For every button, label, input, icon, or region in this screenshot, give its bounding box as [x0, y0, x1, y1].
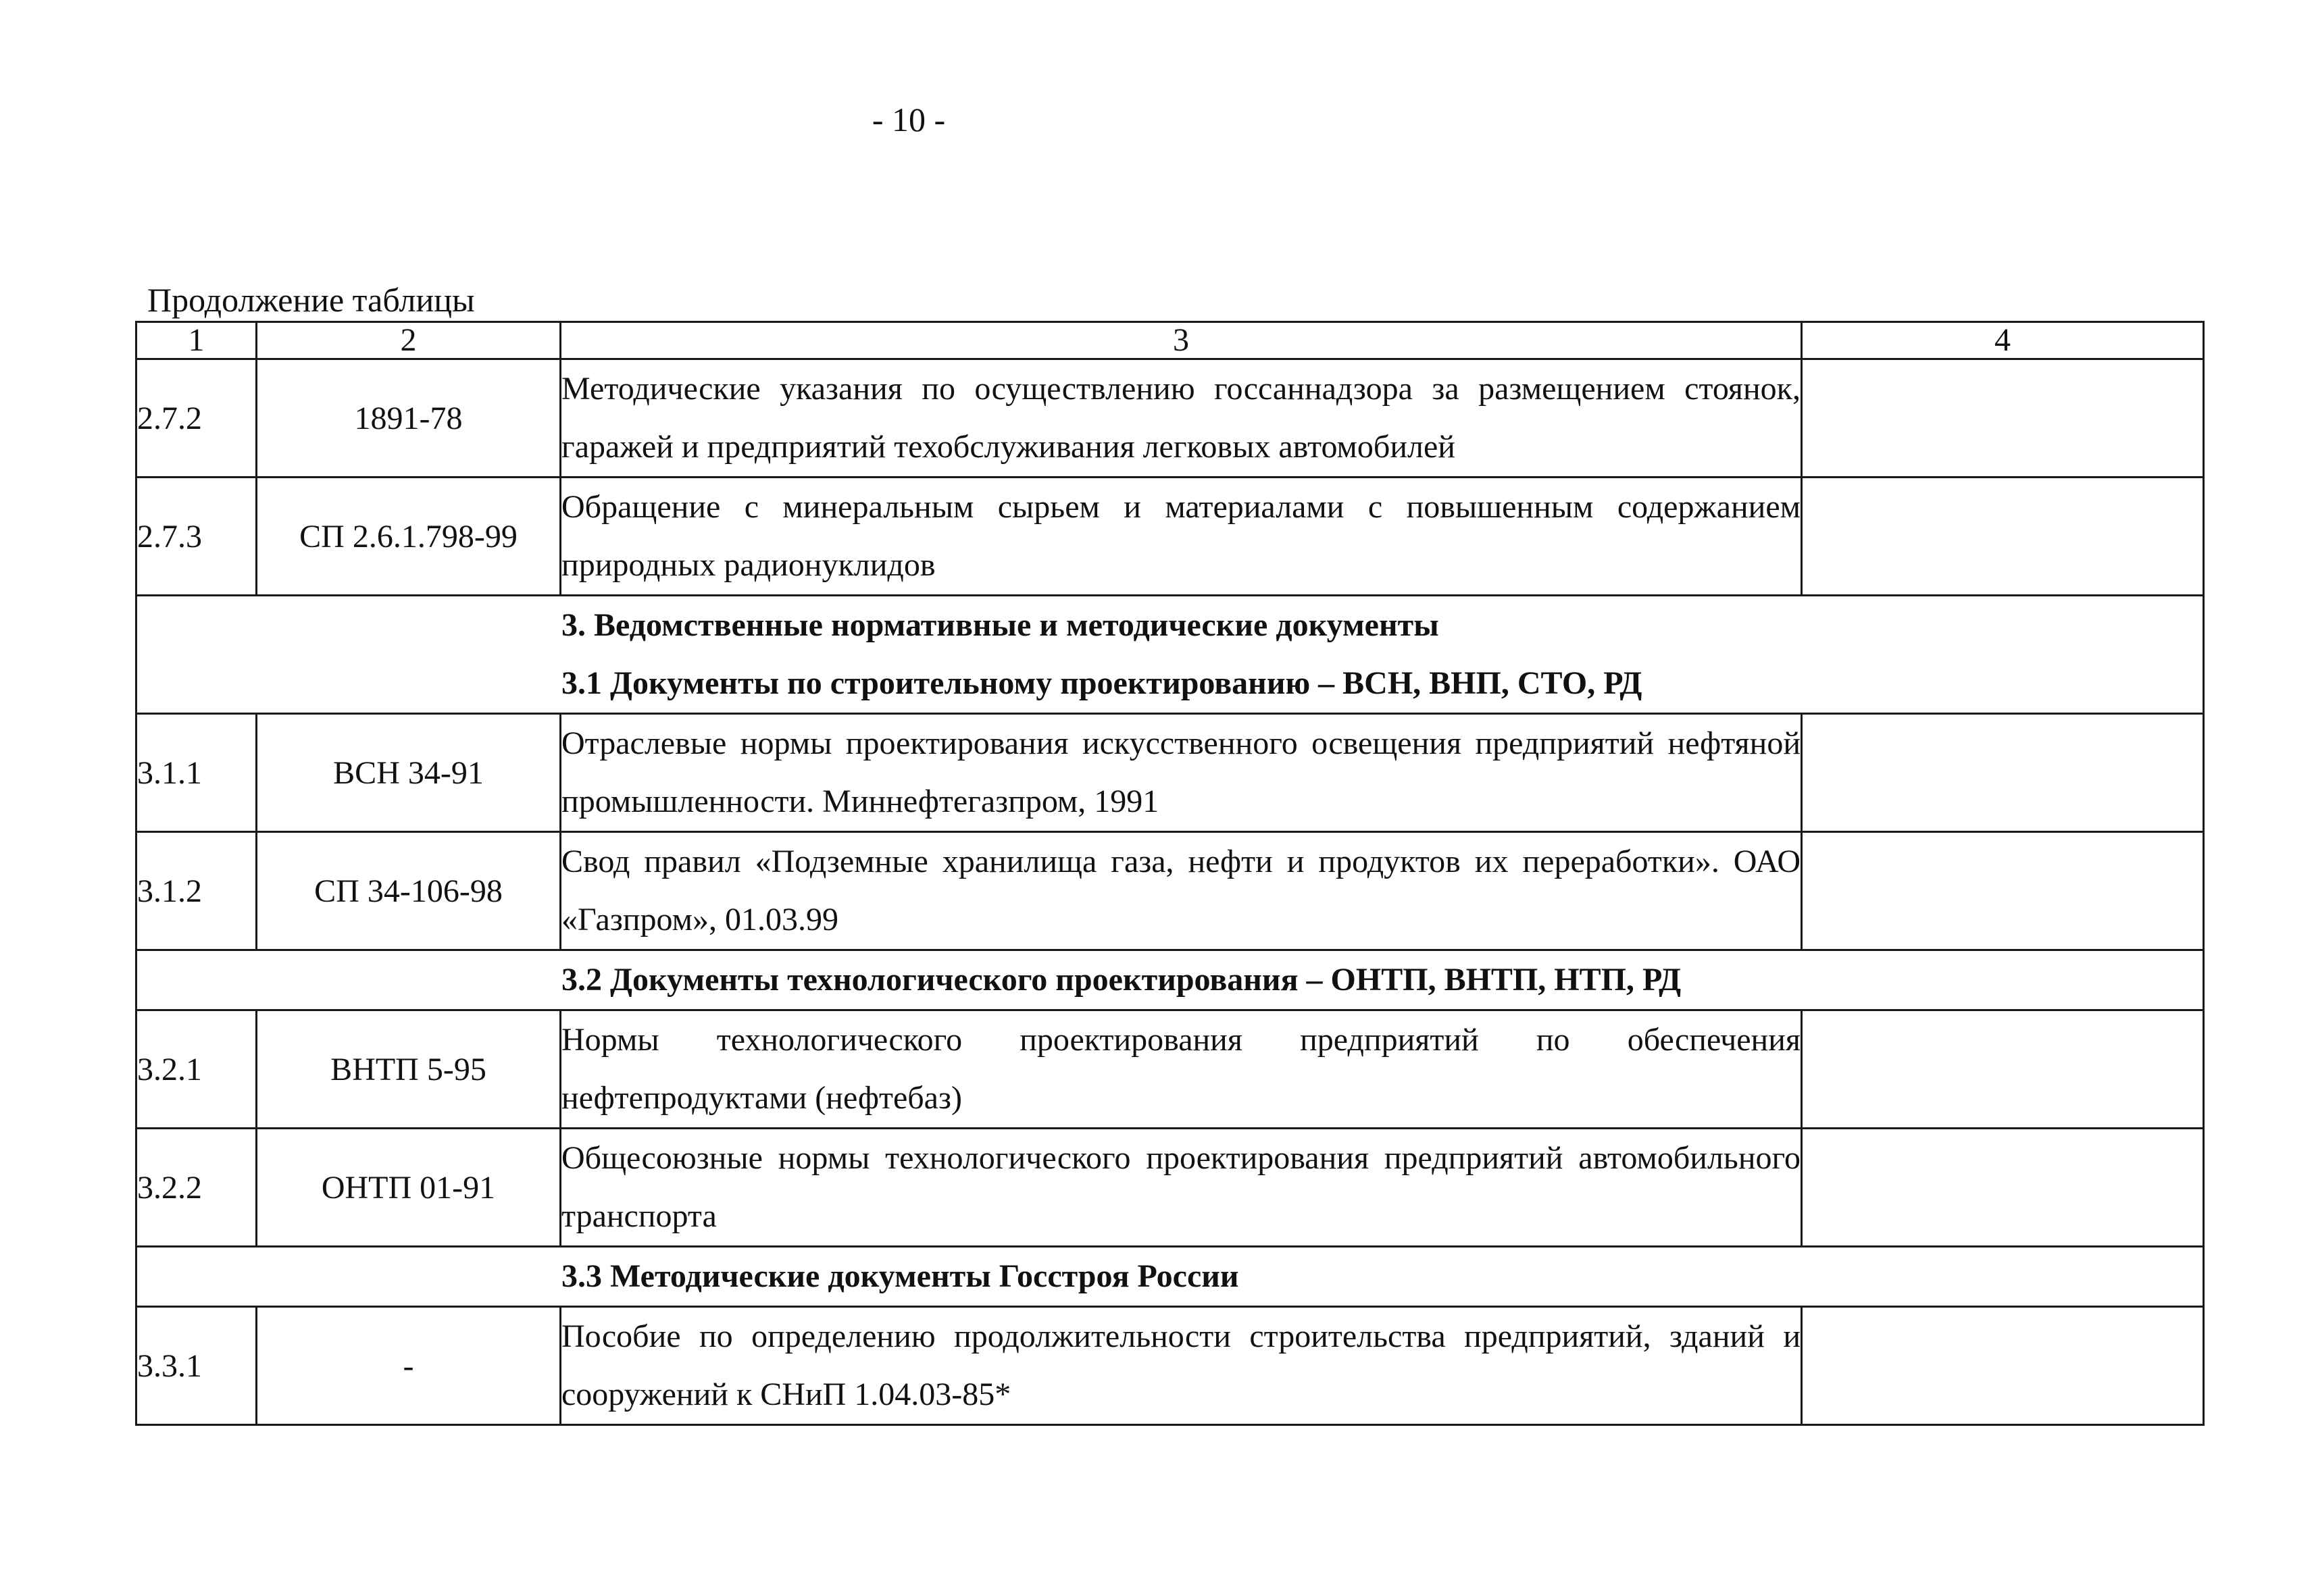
note-cell — [1802, 1010, 2204, 1129]
document-code-cell: ОНТП 01-91 — [257, 1129, 561, 1247]
section-heading — [136, 950, 2204, 1010]
document-code-cell: СП 2.6.1.798-99 — [257, 478, 561, 596]
row-number-cell: 3.2.1 — [136, 1010, 257, 1129]
section-heading-line: 3.1 Документы по строительному проектированию – ВСН, ВНП, СТО, РД — [561, 665, 1642, 701]
header-cell-1: 1 — [136, 322, 257, 359]
table-row — [136, 832, 2204, 950]
table-row — [136, 714, 2204, 832]
note-cell — [1802, 359, 2204, 478]
document-title-cell: Отраслевые нормы проектирования искусственного освещения предприятий нефтяной промышленности. Миннефтегазпром, 1991 — [561, 714, 1802, 832]
section-heading — [136, 1247, 2204, 1307]
row-number-cell: 3.1.2 — [136, 832, 257, 950]
note-cell — [1802, 832, 2204, 950]
section-heading-row — [136, 596, 2204, 714]
section-heading-row — [136, 950, 2204, 1010]
documents-table — [135, 321, 2205, 1426]
document-code-cell: 1891-78 — [257, 359, 561, 478]
document-code-cell: ВНТП 5-95 — [257, 1010, 561, 1129]
table-header-row — [136, 322, 2204, 359]
row-number-cell: 3.2.2 — [136, 1129, 257, 1247]
note-cell — [1802, 1307, 2204, 1425]
document-title-cell: Методические указания по осуществлению госсаннадзора за размещением стоянок, гаражей и предприятий техобслуживания легковых автомобилей — [561, 359, 1802, 478]
document-title-cell: Общесоюзные нормы технологического проектирования предприятий автомобильного транспорта — [561, 1129, 1802, 1247]
document-title-cell: Нормы технологического проектирования предприятий по обеспечения нефтепродуктами (нефтебаз) — [561, 1010, 1802, 1129]
document-code-cell: ВСН 34-91 — [257, 714, 561, 832]
document-code-cell: СП 34-106-98 — [257, 832, 561, 950]
section-heading-line: 3.2 Документы технологического проектирования – ОНТП, ВНТП, НТП, РД — [561, 962, 1682, 998]
header-cell-4: 4 — [1802, 322, 2204, 359]
note-cell — [1802, 1129, 2204, 1247]
table-row — [136, 359, 2204, 478]
section-heading-line: 3.3 Методические документы Госстроя России — [561, 1258, 1239, 1294]
header-cell-3: 3 — [561, 322, 1802, 359]
section-heading — [136, 596, 2204, 714]
row-number-cell: 3.1.1 — [136, 714, 257, 832]
document-title-cell: Свод правил «Подземные хранилища газа, нефти и продуктов их переработки». ОАО «Газпром», 01.03.99 — [561, 832, 1802, 950]
section-heading-line: 3. Ведомственные нормативные и методические документы — [561, 607, 1439, 643]
page-number: - 10 - — [872, 101, 946, 138]
note-cell — [1802, 714, 2204, 832]
table-row — [136, 1010, 2204, 1129]
table-row — [136, 478, 2204, 596]
section-heading-row — [136, 1247, 2204, 1307]
row-number-cell: 2.7.2 — [136, 359, 257, 478]
table-row — [136, 1307, 2204, 1425]
note-cell — [1802, 478, 2204, 596]
table-caption: Продолжение таблицы — [147, 281, 475, 319]
row-number-cell: 3.3.1 — [136, 1307, 257, 1425]
header-cell-2: 2 — [257, 322, 561, 359]
row-number-cell: 2.7.3 — [136, 478, 257, 596]
document-title-cell: Пособие по определению продолжительности строительства предприятий, зданий и сооружений к СНиП 1.04.03-85* — [561, 1307, 1802, 1425]
document-title-cell: Обращение с минеральным сырьем и материалами с повышенным содержанием природных радионуклидов — [561, 478, 1802, 596]
table-row — [136, 1129, 2204, 1247]
document-code-cell: - — [257, 1307, 561, 1425]
